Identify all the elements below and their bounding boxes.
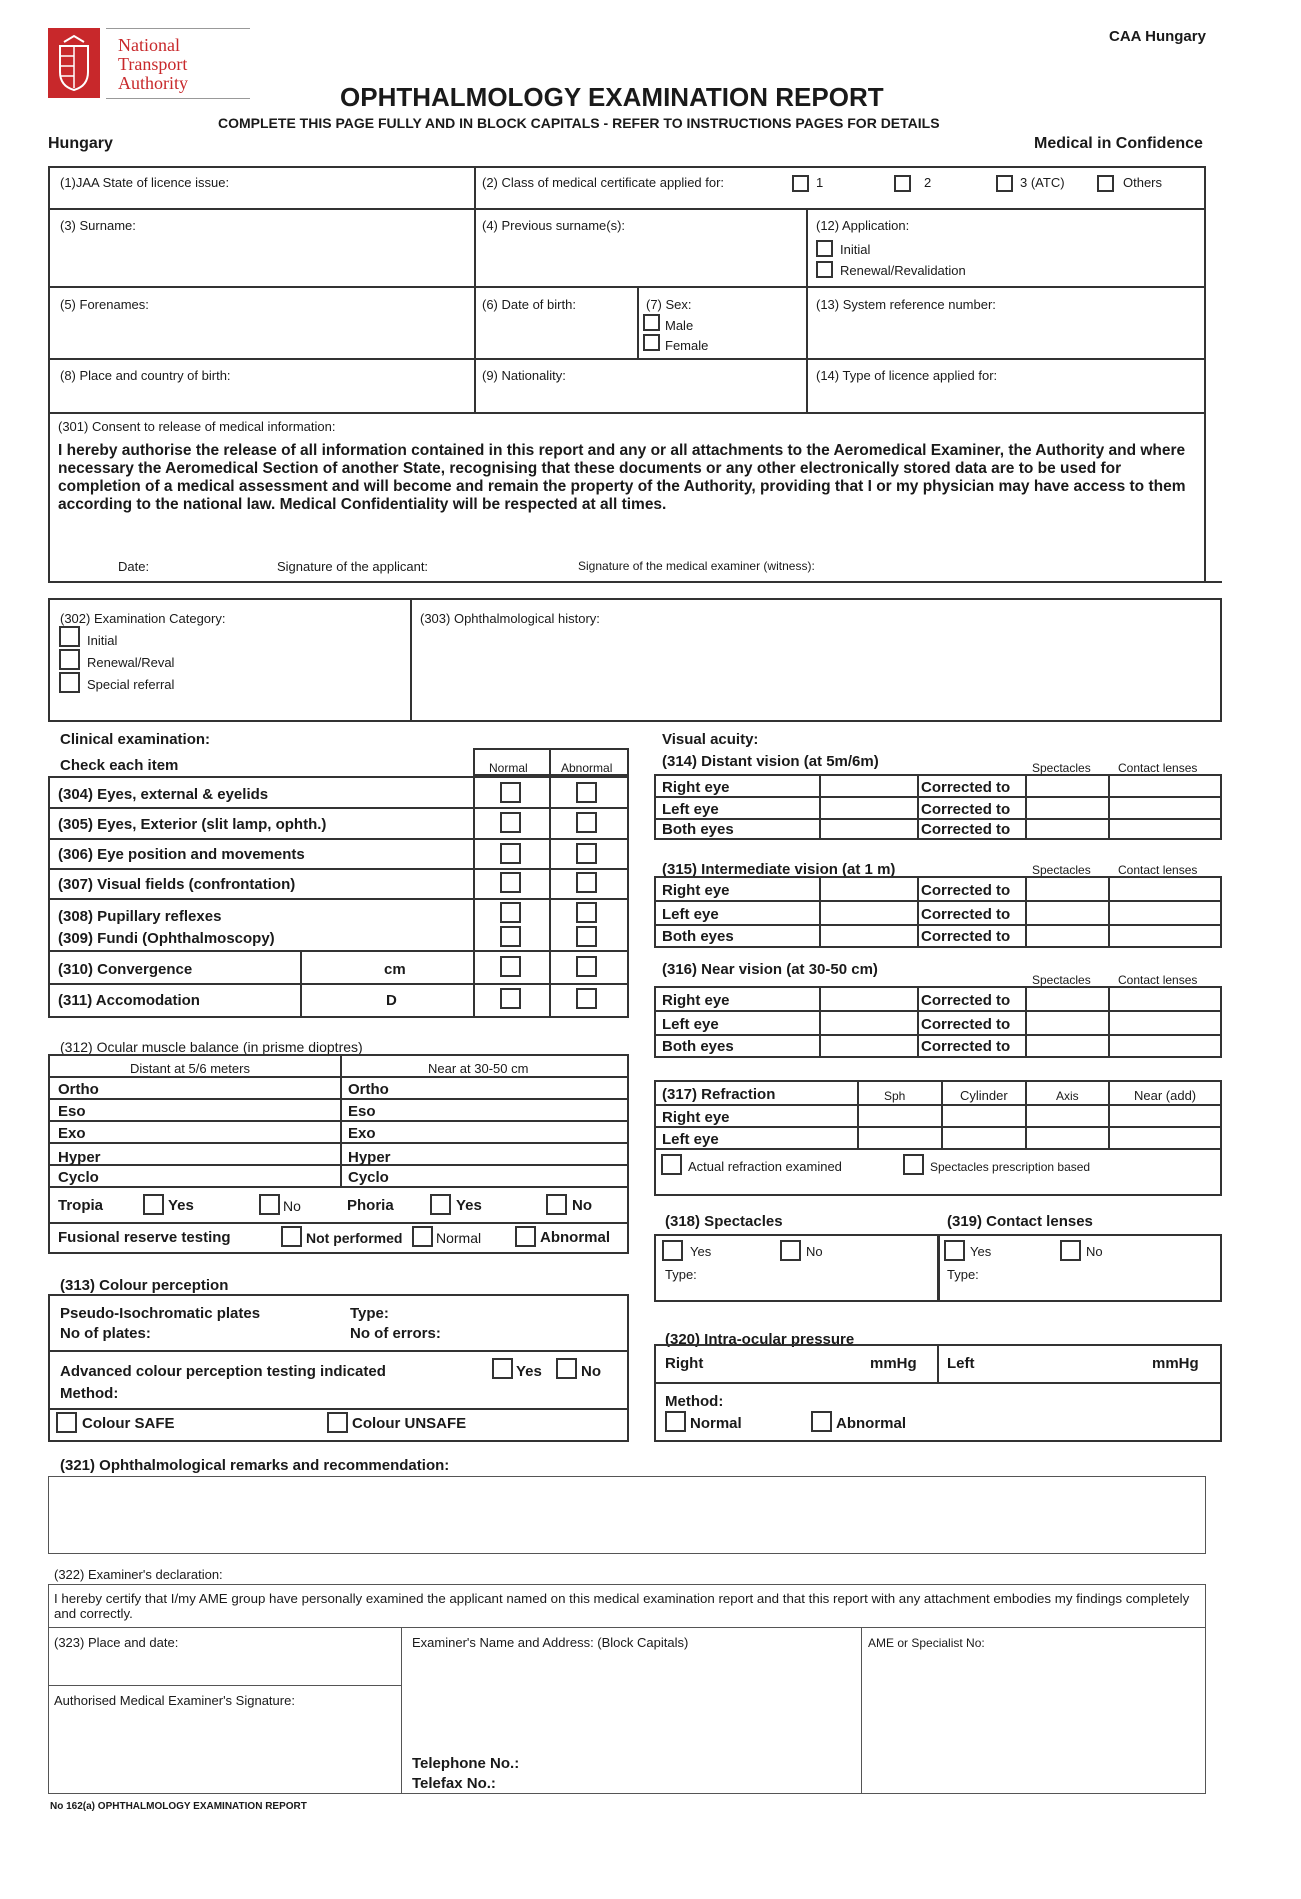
intermediate-contact-header: Contact lenses — [1118, 863, 1198, 877]
refraction-col-sph: Sph — [884, 1089, 906, 1103]
checkbox-application-renewal[interactable] — [816, 261, 833, 278]
colour-errors: No of errors: — [350, 1325, 441, 1342]
history-label: (303) Ophthalmological history: — [420, 611, 600, 626]
caa-label: CAA Hungary — [1109, 28, 1206, 45]
spectacles-yes-label: Yes — [690, 1244, 712, 1259]
examiner-signature-label: Authorised Medical Examiner's Signature: — [54, 1693, 295, 1708]
refraction-col-axis: Axis — [1056, 1089, 1079, 1103]
field-application: (12) Application: — [816, 218, 910, 233]
category-special-label: Special referral — [87, 677, 175, 692]
class-option-others: Others — [1123, 175, 1163, 190]
near-right-eye: Right eye — [662, 992, 730, 1009]
colour-type: Type: — [350, 1305, 389, 1322]
checkbox-307-abnormal[interactable] — [576, 872, 597, 893]
examiner-name-label: Examiner's Name and Address: (Block Capitals) — [412, 1635, 689, 1650]
checkbox-pressure-normal[interactable] — [665, 1411, 686, 1432]
intermediate-vision-title: (315) Intermediate vision (at 1 m) — [662, 861, 896, 878]
checkbox-class-others[interactable] — [1097, 175, 1114, 192]
refraction-right-eye: Right eye — [662, 1109, 730, 1126]
near-contact-header: Contact lenses — [1118, 973, 1198, 987]
spectacles-type: Type: — [665, 1267, 697, 1282]
remarks-box[interactable] — [48, 1476, 1206, 1554]
checkbox-309-abnormal[interactable] — [576, 926, 597, 947]
actual-refraction-label: Actual refraction examined — [688, 1159, 842, 1174]
checkbox-307-normal[interactable] — [500, 872, 521, 893]
field-licence-type: (14) Type of licence applied for: — [816, 368, 998, 383]
checkbox-pressure-abnormal[interactable] — [811, 1411, 832, 1432]
application-initial-label: Initial — [840, 242, 871, 257]
checkbox-spectacles-no[interactable] — [780, 1240, 801, 1261]
contacts-type: Type: — [947, 1267, 979, 1282]
field-forenames: (5) Forenames: — [60, 297, 149, 312]
colour-method: Method: — [60, 1385, 119, 1402]
clinical-convergence: (310) Convergence — [58, 961, 193, 978]
checkbox-advanced-no[interactable] — [556, 1358, 577, 1379]
checkbox-sex-male[interactable] — [643, 314, 660, 331]
class-option-1: 1 — [816, 175, 824, 190]
muscle-row-exo-distant: Exo — [58, 1125, 86, 1142]
field-class-certificate: (2) Class of medical certificate applied for: — [482, 175, 725, 190]
place-date-label: (323) Place and date: — [54, 1635, 179, 1650]
contacts-yes-label: Yes — [970, 1244, 992, 1259]
colour-pseudo: Pseudo-Isochromatic plates — [60, 1305, 261, 1322]
checkbox-actual-refraction[interactable] — [661, 1154, 682, 1175]
fusional-normal-label: Normal — [436, 1230, 482, 1246]
muscle-row-hyper-near: Hyper — [348, 1149, 391, 1166]
muscle-row-exo-near: Exo — [348, 1125, 376, 1142]
near-corrected-left: Corrected to — [921, 1016, 1011, 1033]
checkbox-class-1[interactable] — [792, 175, 809, 192]
country-label: Hungary — [48, 135, 113, 152]
field-date-of-birth: (6) Date of birth: — [482, 297, 576, 312]
class-option-3: 3 (ATC) — [1020, 175, 1065, 190]
checkbox-306-abnormal[interactable] — [576, 843, 597, 864]
intermediate-spectacles-header: Spectacles — [1032, 863, 1091, 877]
near-spectacles-header: Spectacles — [1032, 973, 1091, 987]
muscle-row-eso-distant: Eso — [58, 1103, 86, 1120]
phoria-label: Phoria — [347, 1197, 394, 1214]
footer-form-number: No 162(a) OPHTHALMOLOGY EXAMINATION REPORT — [50, 1801, 307, 1812]
clinical-accomodation: (311) Accomodation — [58, 992, 200, 1009]
declaration-text: I hereby certify that I/my AME group have personally examined the applicant named on this medical examination report and that this report with any attachment embodies my findings completely and correctly. — [54, 1591, 1190, 1621]
distant-vision-title: (314) Distant vision (at 5m/6m) — [662, 753, 879, 770]
clinical-check-label: Check each item — [60, 757, 179, 774]
checkbox-311-abnormal[interactable] — [576, 988, 597, 1009]
checkbox-class-2[interactable] — [894, 175, 911, 192]
fusional-abnormal-label: Abnormal — [540, 1229, 611, 1246]
distant-left-eye: Left eye — [662, 801, 719, 818]
phoria-no-label: No — [572, 1197, 592, 1214]
muscle-title: (312) Ocular muscle balance (in prisme dioptres) — [60, 1039, 363, 1055]
intermediate-right-eye: Right eye — [662, 882, 730, 899]
declaration-label: (322) Examiner's declaration: — [54, 1567, 223, 1582]
checkbox-306-normal[interactable] — [500, 843, 521, 864]
colour-unsafe-label: Colour UNSAFE — [352, 1415, 467, 1432]
checkbox-spectacles-prescription[interactable] — [903, 1154, 924, 1175]
checkbox-category-initial[interactable] — [59, 626, 80, 647]
near-vision-title: (316) Near vision (at 30-50 cm) — [662, 961, 878, 978]
refraction-col-near: Near (add) — [1134, 1088, 1197, 1103]
muscle-row-ortho-distant: Ortho — [58, 1081, 99, 1098]
accomodation-unit: D — [386, 992, 397, 1009]
field-surname: (3) Surname: — [60, 218, 136, 233]
pressure-left-unit: mmHg — [1152, 1355, 1199, 1372]
convergence-unit: cm — [384, 961, 406, 978]
checkbox-310-normal[interactable] — [500, 956, 521, 977]
checkbox-class-3[interactable] — [996, 175, 1013, 192]
intermediate-corrected-both: Corrected to — [921, 928, 1011, 945]
near-both-eyes: Both eyes — [662, 1038, 734, 1055]
intermediate-corrected-right: Corrected to — [921, 882, 1011, 899]
checkbox-contacts-yes[interactable] — [944, 1240, 965, 1261]
class-option-2: 2 — [924, 175, 932, 190]
spectacles-prescription-label: Spectacles prescription based — [930, 1160, 1091, 1174]
muscle-row-eso-near: Eso — [348, 1103, 376, 1120]
muscle-near-header: Near at 30-50 cm — [428, 1061, 529, 1076]
consent-signature-examiner: Signature of the medical examiner (witness): — [578, 559, 815, 573]
distant-corrected-both: Corrected to — [921, 821, 1011, 838]
telefax-label: Telefax No.: — [412, 1775, 496, 1792]
muscle-row-ortho-near: Ortho — [348, 1081, 389, 1098]
category-renewal-label: Renewal/Reval — [87, 655, 175, 670]
spectacles-title: (318) Spectacles — [665, 1213, 783, 1230]
logo-line-3: Authority — [118, 73, 188, 93]
intermediate-both-eyes: Both eyes — [662, 928, 734, 945]
colour-safe-label: Colour SAFE — [82, 1415, 175, 1432]
fusional-not-performed-label: Not performed — [306, 1230, 403, 1246]
near-left-eye: Left eye — [662, 1016, 719, 1033]
checkbox-advanced-yes[interactable] — [492, 1358, 513, 1379]
field-jaa-state: (1)JAA State of licence issue: — [60, 175, 230, 190]
clinical-item-304: (304) Eyes, external & eyelids — [58, 786, 269, 803]
consent-signature-applicant: Signature of the applicant: — [277, 559, 429, 574]
near-corrected-both: Corrected to — [921, 1038, 1011, 1055]
checkbox-category-renewal[interactable] — [59, 649, 80, 670]
pressure-normal-label: Normal — [690, 1415, 742, 1432]
checkbox-310-abnormal[interactable] — [576, 956, 597, 977]
checkbox-contacts-no[interactable] — [1060, 1240, 1081, 1261]
muscle-distant-header: Distant at 5/6 meters — [130, 1061, 250, 1076]
pressure-left: Left — [947, 1355, 975, 1372]
contacts-no-label: No — [1086, 1244, 1103, 1259]
clinical-item-309: (309) Fundi (Ophthalmoscopy) — [58, 930, 275, 947]
checkbox-fusional-abnormal[interactable] — [515, 1226, 536, 1247]
contacts-title: (319) Contact lenses — [947, 1213, 1093, 1230]
checkbox-spectacles-yes[interactable] — [662, 1240, 683, 1261]
clinical-item-306: (306) Eye position and movements — [58, 846, 305, 863]
checkbox-fusional-normal[interactable] — [412, 1226, 433, 1247]
checkbox-308-normal[interactable] — [500, 902, 521, 923]
field-nationality: (9) Nationality: — [482, 368, 566, 383]
application-renewal-label: Renewal/Revalidation — [840, 263, 966, 278]
logo-line-1: National — [118, 35, 180, 55]
distant-corrected-left: Corrected to — [921, 801, 1011, 818]
clinical-title: Clinical examination: — [60, 731, 211, 748]
refraction-title: (317) Refraction — [662, 1086, 776, 1103]
clinical-table — [48, 776, 629, 1018]
coat-of-arms-icon — [48, 28, 100, 98]
normal-header: Normal — [489, 761, 528, 775]
intermediate-corrected-left: Corrected to — [921, 906, 1011, 923]
consent-label: (301) Consent to release of medical information: — [58, 419, 336, 434]
sex-male-label: Male — [665, 318, 694, 333]
advanced-no-label: No — [581, 1363, 601, 1380]
checkbox-phoria-no[interactable] — [546, 1194, 567, 1215]
abnormal-header: Abnormal — [561, 761, 613, 775]
distant-both-eyes: Both eyes — [662, 821, 734, 838]
visual-title: Visual acuity: — [662, 731, 759, 748]
checkbox-application-initial[interactable] — [816, 240, 833, 257]
ame-number-label: AME or Specialist No: — [868, 1636, 985, 1650]
checkbox-311-normal[interactable] — [500, 988, 521, 1009]
field-place-of-birth: (8) Place and country of birth: — [60, 368, 231, 383]
page-subtitle: COMPLETE THIS PAGE FULLY AND IN BLOCK CAPITALS - REFER TO INSTRUCTIONS PAGES FOR DETAILS — [218, 115, 940, 131]
refraction-left-eye: Left eye — [662, 1131, 719, 1148]
colour-title: (313) Colour perception — [60, 1277, 229, 1294]
pressure-method: Method: — [665, 1393, 724, 1410]
field-system-reference: (13) System reference number: — [816, 297, 996, 312]
checkbox-colour-safe[interactable] — [56, 1412, 77, 1433]
spectacles-no-label: No — [806, 1244, 823, 1259]
distant-right-eye: Right eye — [662, 779, 730, 796]
checkbox-tropia-no[interactable] — [259, 1194, 280, 1215]
checkbox-305-normal[interactable] — [500, 812, 521, 833]
checkbox-phoria-yes[interactable] — [430, 1194, 451, 1215]
tropia-label: Tropia — [58, 1197, 104, 1214]
checkbox-tropia-yes[interactable] — [143, 1194, 164, 1215]
phoria-yes-label: Yes — [456, 1197, 482, 1214]
muscle-row-hyper-distant: Hyper — [58, 1149, 101, 1166]
checkbox-category-special[interactable] — [59, 672, 80, 693]
colour-advanced: Advanced colour perception testing indicated — [60, 1363, 386, 1380]
fusional-label: Fusional reserve testing — [58, 1229, 231, 1246]
checkbox-fusional-not-performed[interactable] — [281, 1226, 302, 1247]
checkbox-309-normal[interactable] — [500, 926, 521, 947]
advanced-yes-label: Yes — [516, 1363, 542, 1380]
clinical-item-308: (308) Pupillary reflexes — [58, 908, 222, 925]
sex-female-label: Female — [665, 338, 709, 353]
checkbox-305-abnormal[interactable] — [576, 812, 597, 833]
field-previous-surname: (4) Previous surname(s): — [482, 218, 626, 233]
checkbox-304-abnormal[interactable] — [576, 782, 597, 803]
pressure-title: (320) Intra-ocular pressure — [665, 1331, 855, 1348]
muscle-row-cyclo-distant: Cyclo — [58, 1169, 99, 1186]
consent-date: Date: — [118, 559, 150, 574]
logo-line-2: Transport — [118, 54, 188, 74]
pressure-abnormal-label: Abnormal — [836, 1415, 907, 1432]
muscle-row-cyclo-near: Cyclo — [348, 1169, 389, 1186]
intermediate-left-eye: Left eye — [662, 906, 719, 923]
authority-logo — [48, 28, 100, 98]
confidential-label: Medical in Confidence — [1034, 135, 1203, 152]
telephone-label: Telephone No.: — [412, 1755, 520, 1772]
tropia-yes-label: Yes — [168, 1197, 194, 1214]
consent-text: I hereby authorise the release of all information contained in this report and any or all attachments to the Aeromedical Examiner, the Authority and where necessary the Aeromedical Section of another State, recognising that these documents or any other electronically stored data are to be used for completion of a medical assessment and will become and remain the property of the Authority, providing that I or my physician may have access to them according to the national law. Medical Confidentiality will be respected at all times. — [58, 442, 1186, 513]
colour-plates: No of plates: — [60, 1325, 151, 1342]
checkbox-304-normal[interactable] — [500, 782, 521, 803]
checkbox-308-abnormal[interactable] — [576, 902, 597, 923]
checkbox-sex-female[interactable] — [643, 334, 660, 351]
clinical-item-307: (307) Visual fields (confrontation) — [58, 876, 296, 893]
checkbox-colour-unsafe[interactable] — [327, 1412, 348, 1433]
pressure-right: Right — [665, 1355, 704, 1372]
category-initial-label: Initial — [87, 633, 118, 648]
distant-spectacles-header: Spectacles — [1032, 761, 1091, 775]
refraction-col-cylinder: Cylinder — [960, 1088, 1008, 1103]
pressure-right-unit: mmHg — [870, 1355, 917, 1372]
muscle-table — [48, 1054, 629, 1254]
distant-corrected-right: Corrected to — [921, 779, 1011, 796]
category-label: (302) Examination Category: — [60, 611, 226, 626]
field-sex: (7) Sex: — [646, 297, 692, 312]
clinical-item-305: (305) Eyes, Exterior (slit lamp, ophth.) — [58, 816, 327, 833]
near-corrected-right: Corrected to — [921, 992, 1011, 1009]
remarks-label: (321) Ophthalmological remarks and recommendation: — [60, 1457, 450, 1474]
tropia-no-label: No — [283, 1198, 301, 1214]
page-title: OPHTHALMOLOGY EXAMINATION REPORT — [340, 82, 884, 112]
distant-contact-header: Contact lenses — [1118, 761, 1198, 775]
